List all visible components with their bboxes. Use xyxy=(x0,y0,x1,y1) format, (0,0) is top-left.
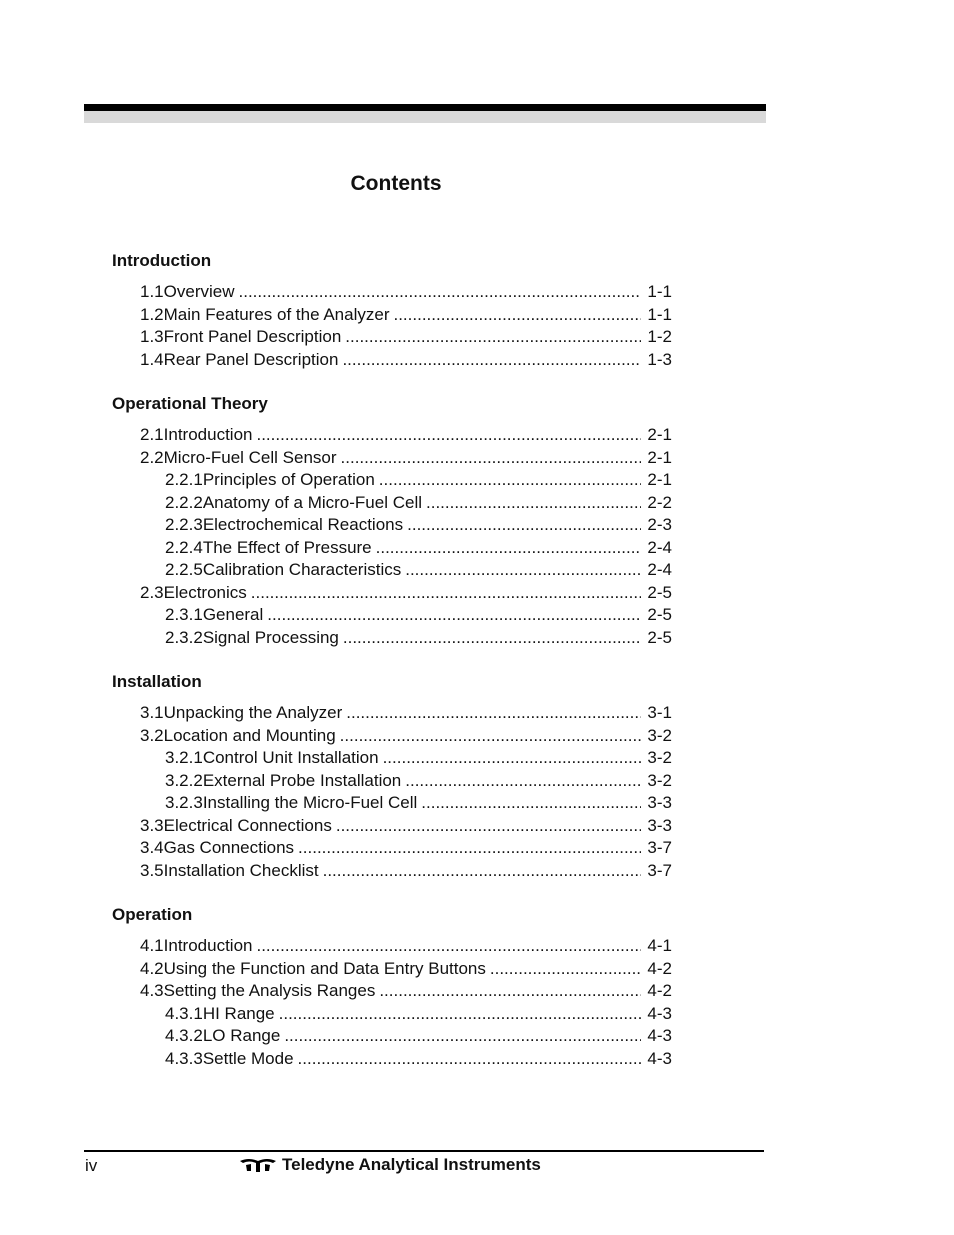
footer-rule xyxy=(84,1150,764,1152)
toc-entry-page: 3-7 xyxy=(647,860,672,880)
toc-entry[interactable] xyxy=(112,860,672,883)
dot-leader xyxy=(342,349,641,372)
toc-entry[interactable] xyxy=(112,935,672,958)
toc-entry-number: 3.3 xyxy=(140,815,164,835)
toc-entry-page: 2-4 xyxy=(647,560,672,579)
dot-leader xyxy=(346,702,641,725)
toc-entry-number: 3.1 xyxy=(140,703,164,722)
dot-leader xyxy=(298,837,641,860)
toc-entry[interactable] xyxy=(112,837,672,860)
dot-leader xyxy=(405,770,641,793)
toc-entry-label: The Effect of Pressure xyxy=(202,537,372,557)
dot-leader xyxy=(343,627,642,650)
toc-entry-label: Front Panel Description xyxy=(163,327,342,346)
toc-entry[interactable] xyxy=(112,815,672,838)
toc-entry-number: 4.3.3 xyxy=(165,1048,203,1068)
toc-entry[interactable] xyxy=(112,792,672,815)
toc-entry-page: 4-1 xyxy=(647,936,672,955)
toc-entry-page: 1-3 xyxy=(647,349,672,369)
toc-entry[interactable] xyxy=(112,770,672,793)
toc-entry-page: 3-2 xyxy=(647,748,672,767)
toc-entry-page: 3-2 xyxy=(647,725,672,745)
header-band xyxy=(84,111,766,123)
toc-entry-number: 2.2.2 xyxy=(165,492,203,512)
toc-entry-page: 2-5 xyxy=(647,582,672,602)
dot-leader xyxy=(340,725,642,748)
toc-entry-number: 3.2.2 xyxy=(165,770,203,790)
toc-entry-page: 4-2 xyxy=(647,958,672,978)
toc-section-title: Operation xyxy=(112,905,193,924)
toc-entry-number: 3.4 xyxy=(140,838,164,857)
toc-entry-page: 1-2 xyxy=(647,327,672,346)
toc-section-title: Operational Theory xyxy=(112,394,268,413)
dot-leader xyxy=(267,604,641,627)
teledyne-logo-icon xyxy=(240,1157,276,1173)
toc-entry-number: 4.3.1 xyxy=(165,1003,203,1023)
toc-entry-number: 1.3 xyxy=(140,327,164,346)
toc-entry-number: 2.3.2 xyxy=(165,627,203,647)
toc-entry-label: Unpacking the Analyzer xyxy=(163,703,343,722)
toc-section xyxy=(112,250,672,371)
toc-entry-label: Installation Checklist xyxy=(163,860,319,880)
toc-entry-label: Calibration Characteristics xyxy=(202,560,402,579)
dot-leader xyxy=(426,492,641,515)
toc-entry-label: External Probe Installation xyxy=(202,770,402,790)
toc-entry[interactable] xyxy=(112,281,672,304)
toc-entry-page: 2-5 xyxy=(647,605,672,624)
table-of-contents xyxy=(112,250,672,1092)
toc-entry-number: 4.3 xyxy=(140,981,164,1000)
toc-entry-label: Overview xyxy=(163,282,235,301)
toc-entry[interactable] xyxy=(112,492,672,515)
toc-entry-label: HI Range xyxy=(202,1003,275,1023)
dot-leader xyxy=(336,815,642,838)
toc-entry-label: Principles of Operation xyxy=(202,470,375,489)
toc-entry-label: Location and Mounting xyxy=(163,725,336,745)
toc-entry-label: Introduction xyxy=(163,936,253,955)
dot-leader xyxy=(284,1025,641,1048)
toc-entry[interactable] xyxy=(112,304,672,327)
dot-leader xyxy=(383,747,642,770)
toc-entry-number: 2.2.3 xyxy=(165,515,203,534)
toc-entry-label: Installing the Micro-Fuel Cell xyxy=(202,793,418,812)
dot-leader xyxy=(251,582,642,605)
dot-leader xyxy=(341,447,642,470)
toc-entry-page: 2-5 xyxy=(647,627,672,647)
toc-entry[interactable] xyxy=(112,980,672,1003)
toc-entry[interactable] xyxy=(112,469,672,492)
toc-section xyxy=(112,904,672,1070)
toc-entry-number: 1.4 xyxy=(140,349,164,369)
page-title: Contents xyxy=(350,172,442,195)
dot-leader xyxy=(256,424,641,447)
dot-leader xyxy=(376,537,642,560)
toc-entry-number: 3.2 xyxy=(140,725,164,745)
dot-leader xyxy=(323,860,642,883)
toc-entry-label: Electrochemical Reactions xyxy=(202,515,404,534)
footer-brand-label: Teledyne Analytical Instruments xyxy=(282,1155,541,1174)
toc-entry[interactable] xyxy=(112,627,672,650)
toc-entry-page: 4-2 xyxy=(647,981,672,1000)
toc-entry[interactable] xyxy=(112,514,672,537)
toc-entry-page: 2-1 xyxy=(647,447,672,467)
dot-leader xyxy=(393,304,641,327)
toc-entry[interactable] xyxy=(112,1025,672,1048)
toc-entry-label: Gas Connections xyxy=(163,838,295,857)
toc-entry-number: 2.2.4 xyxy=(165,537,203,557)
toc-section xyxy=(112,393,672,649)
toc-entry-number: 4.2 xyxy=(140,958,164,978)
toc-entry-number: 3.2.1 xyxy=(165,748,203,767)
header-rule xyxy=(84,104,766,111)
toc-entry-label: Setting the Analysis Ranges xyxy=(163,981,376,1000)
toc-entry[interactable] xyxy=(112,958,672,981)
toc-entry-number: 2.3.1 xyxy=(165,605,203,624)
dot-leader xyxy=(379,980,641,1003)
toc-entry-label: Control Unit Installation xyxy=(202,748,379,767)
toc-entry-number: 2.1 xyxy=(140,425,164,444)
toc-entry-number: 3.5 xyxy=(140,860,164,880)
toc-entry-number: 3.2.3 xyxy=(165,793,203,812)
dot-leader xyxy=(407,514,641,537)
toc-entry-number: 1.2 xyxy=(140,304,164,324)
toc-entry-page: 2-2 xyxy=(647,492,672,512)
toc-entry-page: 2-1 xyxy=(647,470,672,489)
dot-leader xyxy=(490,958,642,981)
toc-entry-page: 3-3 xyxy=(647,815,672,835)
toc-entry-page: 3-2 xyxy=(647,770,672,790)
toc-entry-page: 2-3 xyxy=(647,515,672,534)
toc-entry[interactable] xyxy=(112,582,672,605)
toc-entry-label: General xyxy=(202,605,264,624)
toc-entry[interactable] xyxy=(112,747,672,770)
toc-entry-label: Signal Processing xyxy=(202,627,339,647)
toc-entry[interactable] xyxy=(112,1048,672,1071)
toc-entry-label: Settle Mode xyxy=(202,1048,294,1068)
toc-entry[interactable] xyxy=(112,702,672,725)
toc-entry-page: 2-1 xyxy=(647,425,672,444)
toc-entry-label: Electrical Connections xyxy=(163,815,332,835)
dot-leader xyxy=(421,792,641,815)
toc-entry-page: 2-4 xyxy=(647,537,672,557)
toc-entry-label: LO Range xyxy=(202,1026,281,1045)
toc-entry-label: Using the Function and Data Entry Buttons xyxy=(163,958,486,978)
dot-leader xyxy=(298,1048,642,1071)
dot-leader xyxy=(256,935,641,958)
toc-entry-label: Anatomy of a Micro-Fuel Cell xyxy=(202,492,422,512)
toc-entry-number: 1.1 xyxy=(140,282,164,301)
dot-leader xyxy=(379,469,642,492)
toc-entry[interactable] xyxy=(112,1003,672,1026)
toc-entry-page: 4-3 xyxy=(647,1048,672,1068)
dot-leader xyxy=(279,1003,642,1026)
toc-entry-number: 2.2.1 xyxy=(165,470,203,489)
toc-entry-label: Main Features of the Analyzer xyxy=(163,304,390,324)
toc-entry-page: 3-3 xyxy=(647,793,672,812)
toc-entry-label: Rear Panel Description xyxy=(163,349,339,369)
toc-section xyxy=(112,671,672,882)
toc-entry-label: Introduction xyxy=(163,425,253,444)
toc-entry[interactable] xyxy=(112,447,672,470)
dot-leader xyxy=(345,326,641,349)
toc-entry[interactable] xyxy=(112,326,672,349)
toc-entry-page: 1-1 xyxy=(647,304,672,324)
toc-entry-label: Electronics xyxy=(163,582,247,602)
toc-entry[interactable] xyxy=(112,559,672,582)
toc-section-title: Introduction xyxy=(112,251,212,270)
toc-entry[interactable] xyxy=(112,725,672,748)
toc-entry-page: 4-3 xyxy=(647,1026,672,1045)
toc-entry[interactable] xyxy=(112,537,672,560)
toc-entry-number: 2.2 xyxy=(140,447,164,467)
dot-leader xyxy=(405,559,641,582)
dot-leader xyxy=(239,281,642,304)
footer-brand xyxy=(240,1155,541,1175)
toc-entry-number: 4.3.2 xyxy=(165,1026,203,1045)
toc-entry[interactable] xyxy=(112,424,672,447)
toc-entry-number: 2.2.5 xyxy=(165,560,203,579)
toc-entry-number: 4.1 xyxy=(140,936,164,955)
toc-entry-page: 3-1 xyxy=(647,703,672,722)
toc-entry-page: 4-3 xyxy=(647,1003,672,1023)
footer-page-number: iv xyxy=(85,1156,98,1175)
toc-entry-page: 1-1 xyxy=(647,282,672,301)
toc-entry-page: 3-7 xyxy=(647,838,672,857)
toc-entry-label: Micro-Fuel Cell Sensor xyxy=(163,447,337,467)
toc-section-title: Installation xyxy=(112,672,202,691)
toc-entry[interactable] xyxy=(112,349,672,372)
toc-entry[interactable] xyxy=(112,604,672,627)
toc-entry-number: 2.3 xyxy=(140,582,164,602)
